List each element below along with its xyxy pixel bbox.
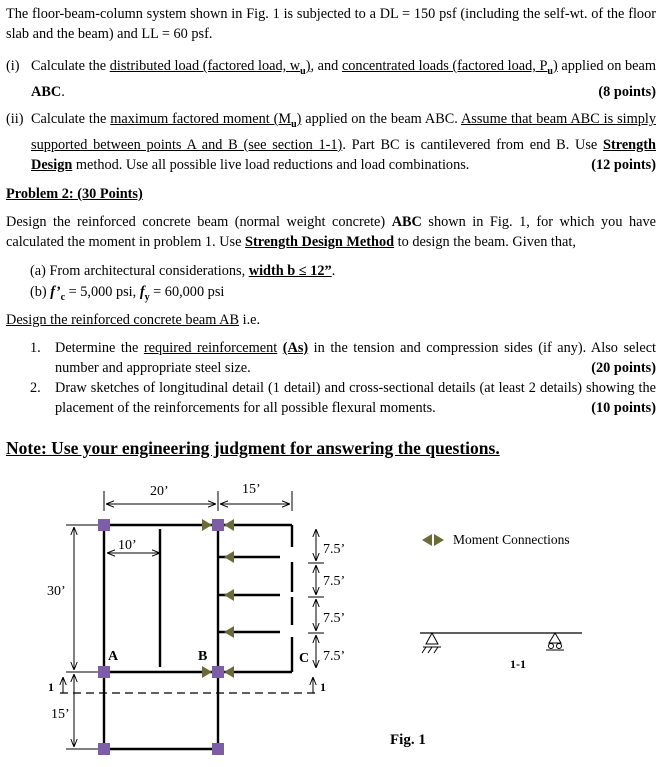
question-ii-label: (ii) [6,111,24,127]
left-dimension [47,525,100,749]
column-bottom-mid [212,743,224,755]
dim-7-5-a: 7.5’ [323,542,346,557]
dim-15-top: 15’ [242,482,261,497]
task-1-points: (20 points) [591,360,656,376]
problem-2-heading: Problem 2: (30 Points) [6,186,143,202]
given-a: (a) From architectural considerations, width b ≤ 12”. [30,263,336,279]
section-mark-right: 1 [320,680,326,694]
problem-2-intro: Design the reinforced concrete beam (normal weight concrete) ABC shown in Fig. 1, for which you have calculated the moment in problem 1. Use Strength Design Method to design the beam. Given that, [6,214,656,250]
dim-30: 30’ [47,584,66,599]
dim-7-5-b: 7.5’ [323,574,346,589]
dim-7-5-c: 7.5’ [323,611,346,626]
section-mark-left: 1 [48,680,54,694]
legend-label: Moment Connections [453,532,570,547]
label-b: B [198,649,208,664]
dim-15-left: 15’ [51,707,70,722]
column-bottom-left [98,743,110,755]
dim-7-5-d: 7.5’ [323,649,346,664]
label-a: A [108,649,119,664]
column-b [212,666,224,678]
column-a [98,666,110,678]
figure-1 [0,467,671,767]
section-1-1-sketch [420,633,582,653]
top-dimension [104,482,292,511]
task-2-points: (10 points) [591,400,656,416]
dim-20: 20’ [150,484,169,499]
intro-paragraph [6,4,656,44]
task-1-text: Determine the required reinforcement (As) in the tension and compression sides (if any). Also select number and appropriate steel size. (20 points) [55,340,657,376]
intro-text: The floor-beam-column system shown in Fig. 1 is subjected to a DL = 150 psf (including the self-wt. of the floor slab and the beam) and LL = 60 psf. [6,6,656,42]
given-b: (b) $f’_c = 5,000$ psi, $f_y = 60,000$ psi [30,284,225,303]
question-ii-points: (12 points) [591,156,656,173]
question-i-text: Calculate the distributed load (factored load, $w_u$), and concentrated loads (factored load, $P_u$) applied on beam ABC. (8 points) [31,58,656,100]
section-label: 1-1 [510,657,526,671]
design-heading: Design the reinforced concrete beam AB i.e. [6,312,261,328]
section-cut [48,677,326,694]
column-top-left [98,519,110,531]
task-2-text: Draw sketches of longitudinal detail (1 detail) and cross-sectional details (at least 2 details) showing the placement of the reinforcements for all possible flexural moments. (10 points) [55,380,656,416]
question-i-points: (8 points) [598,83,656,100]
legend [422,532,570,547]
question-ii-text: Calculate the maximum factored moment $(M_u)$ applied on the beam ABC. Assume that beam ABC is simply supported between points A and B (see section 1-1). Part BC is cantilevered from end B. Use Strength Design method. Use all possible live load reductions and load combinations. (12 points) [31,111,656,173]
note: Note: Use your engineering judgment for answering the questions. [6,438,500,458]
figure-caption: Fig. 1 [390,732,426,748]
column-top-mid [212,519,224,531]
question-i-label: (i) [6,58,20,74]
label-c: C [299,651,310,666]
frame [104,525,292,749]
dim-10: 10’ [118,538,137,553]
right-dimensions [308,529,345,668]
